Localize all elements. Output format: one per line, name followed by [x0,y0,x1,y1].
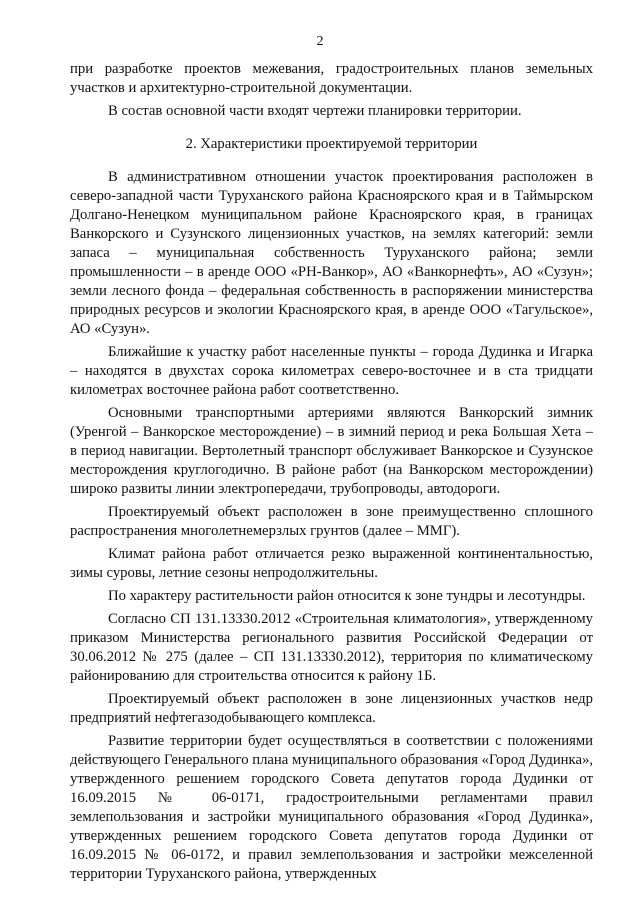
paragraph-development: Развитие территории будет осуществляться в соответствии с положениями действующего Генерального плана муниципального образования «Город Дудинка», утвержденного решением городского Совета депутатов города Дудинки от 16.09.2015 № 06-0171, градостроительными регламентами правил землепользования и застройки муниципального образования «Город Дудинка», утвержденных решением городского Совета депутатов города Дудинки от 16.09.2015 № 06-0172, и правил землепользования и застройки межселенной территории Туруханского района, утвержденных [70,733,593,882]
paragraph-permafrost: Проектируемый объект расположен в зоне преимущественно сплошного распространения многолетнемерзлых грунтов (далее – ММГ). [70,504,593,539]
paragraph-nearest-settlements: Ближайшие к участку работ населенные пункты – города Дудинка и Игарка – находятся в двухстах сорока километрах северо-восточнее и в ста тридцати километрах восточнее района работ соответственно. [70,344,593,398]
paragraph-license-zone: Проектируемый объект расположен в зоне лицензионных участков недр предприятий нефтегазодобывающего комплекса. [70,691,593,726]
paragraph-administrative-location: В административном отношении участок проектирования расположен в северо-западной части Туруханского района Красноярского края и в Таймырском Долгано-Ненецком муниципальном районе Красноярского края, в границах Ванкорского и Сузунского лицензионных участков, на землях категорий: земли запаса – муниципальная собственность Туруханского района; земли промышленности – в аренде ООО «РН-Ванкор», АО «Ванкорнефть», АО «Сузун»; земли лесного фонда – федеральная собственность в распоряжении министерства природных ресурсов и экологии Красноярского края, в аренде ООО «Тагульское», АО «Сузун». [70,169,593,337]
section-heading: 2. Характеристики проектируемой территории [185,136,478,152]
paragraph-continuation: при разработке проектов межевания, градостроительных планов земельных участков и архитектурно-строительной документации. [70,61,593,96]
paragraph-composition: В состав основной части входят чертежи планировки территории. [108,103,522,119]
paragraph-transport: Основными транспортными артериями являются Ванкорский зимник (Уренгой – Ванкорское месторождение) – в зимний период и река Большая Хета – в период навигации. Вертолетный транспорт обслуживает Ванкорское и Сузунское месторождения круглогодично. В районе работ (на Ванкорском месторождении) широко развиты линии электропередачи, трубопроводы, автодороги. [70,405,593,497]
paragraph-climate: Климат района работ отличается резко выраженной континентальностью, зимы суровы, летние сезоны непродолжительны. [70,546,593,581]
paragraph-climate-zoning: Согласно СП 131.13330.2012 «Строительная климатология», утвержденному приказом Министерства регионального развития Российской Федерации от 30.06.2012 № 275 (далее – СП 131.13330.2012), территория по климатическому районированию для строительства относится к району 1Б. [70,611,593,684]
page-number: 2 [316,34,324,49]
paragraph-vegetation: По характеру растительности район относится к зоне тундры и лесотундры. [108,588,586,604]
document-body [70,60,593,888]
